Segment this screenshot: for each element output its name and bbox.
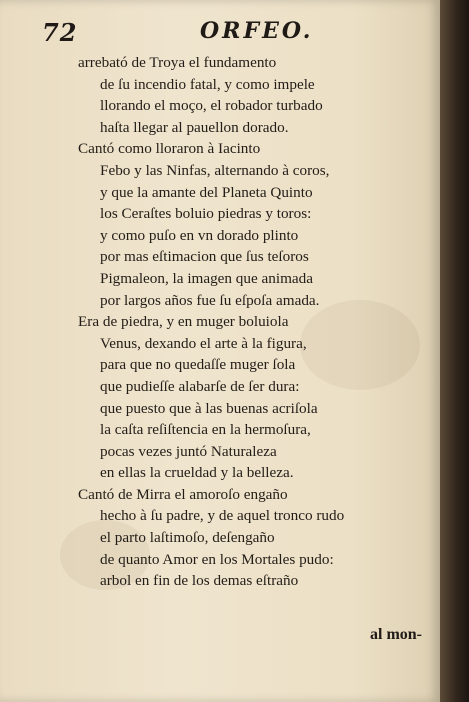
page-header	[0, 14, 440, 48]
verse-line: pocas vezes juntó Naturaleza	[100, 442, 277, 460]
verse-text-block	[78, 52, 438, 592]
verse-line: los Ceraſtes boluio piedras y toros:	[100, 205, 312, 223]
verse-line: llorando el moço, el robador turbado	[100, 97, 323, 115]
book-gutter-edge	[440, 0, 469, 702]
running-title: ORFEO.	[200, 18, 314, 44]
verse-line: por mas eſtimacion que ſus teſoros	[100, 248, 309, 266]
verse-line: y como puſo en vn dorado plinto	[100, 226, 299, 244]
verse-line: Pigmaleon, la imagen que animada	[100, 269, 313, 287]
verse-line: Cantó de Mirra el amoroſo engaño	[78, 485, 288, 503]
verse-line: que puesto que à las buenas acriſola	[100, 399, 318, 417]
verse-line: para que no quedaſſe muger ſola	[100, 356, 296, 374]
verse-line: por largos años fue ſu eſpoſa amada.	[100, 291, 320, 309]
verse-line: arbol en fin de los demas eſtraño	[100, 572, 299, 590]
verse-line: hecho à ſu padre, y de aquel tronco rudo	[100, 507, 345, 525]
page-number: 72	[42, 18, 78, 47]
verse-line: de ſu incendio fatal, y como impele	[100, 75, 315, 93]
verse-line: la caſta reſiſtencia en la hermoſura,	[100, 421, 311, 439]
verse-line: Febo y las Ninfas, alternando à coros,	[100, 161, 330, 179]
verse-line: que pudieſſe alabarſe de ſer dura:	[100, 377, 300, 395]
verse-line: y que la amante del Planeta Quinto	[100, 183, 313, 201]
verse-line: Era de piedra, y en muger boluiola	[78, 313, 289, 331]
catchword: al mon-	[370, 626, 422, 643]
verse-line: en ellas la crueldad y la belleza.	[100, 464, 294, 482]
verse-line: el parto laſtimoſo, deſengaño	[100, 529, 275, 547]
verse-line: de quanto Amor en los Mortales pudo:	[100, 550, 334, 568]
verse-line: Venus, dexando el arte à la figura,	[100, 334, 307, 352]
verse-line: Cantó como lloraron à Iacinto	[78, 140, 261, 158]
verse-line: arrebató de Troya el fundamento	[78, 54, 277, 71]
verse-line: haſta llegar al pauellon dorado.	[100, 118, 289, 136]
